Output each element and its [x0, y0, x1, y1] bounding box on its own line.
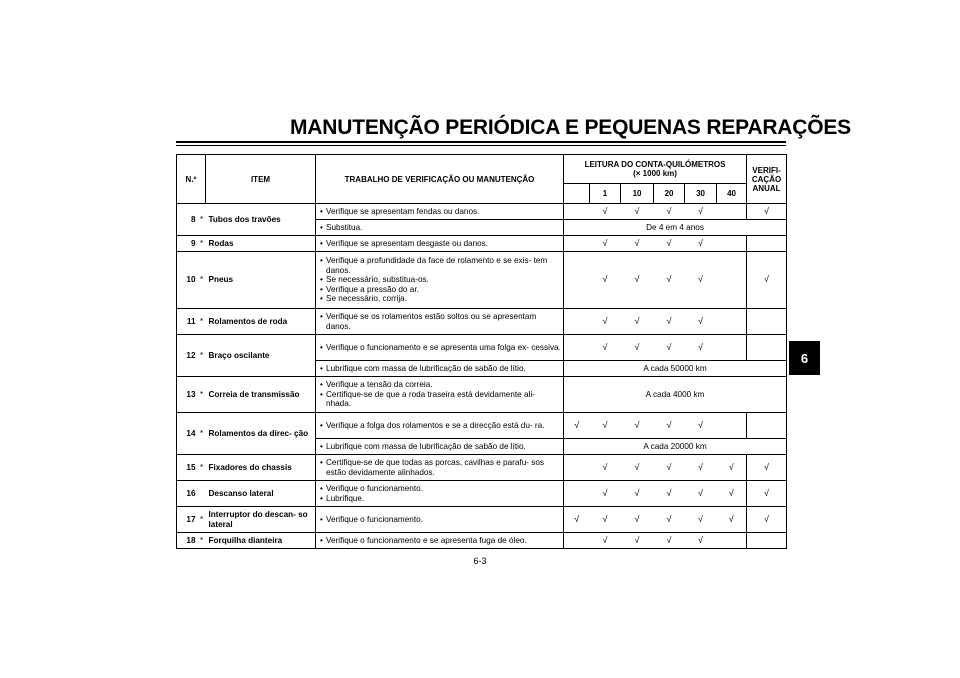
header-odo-col: 20	[654, 184, 685, 204]
item-name: Fixadores do chassis	[206, 455, 316, 481]
item-name: Descanso lateral	[206, 481, 316, 507]
item-star: *	[198, 204, 206, 236]
check-mark: √	[654, 236, 685, 252]
work-line: • Verifique se apresentam desgaste ou danos.	[318, 239, 561, 248]
work-description	[316, 335, 564, 361]
work-description	[316, 507, 564, 533]
header-annual-check	[747, 155, 787, 204]
item-star: *	[198, 533, 206, 549]
check-mark	[564, 252, 590, 309]
table-row	[177, 455, 787, 481]
item-number: 18	[177, 533, 198, 549]
item-name: Braço oscilante	[206, 335, 316, 377]
check-mark: √	[654, 533, 685, 549]
check-mark: √	[654, 481, 685, 507]
work-description	[316, 377, 564, 413]
work-description	[316, 204, 564, 220]
header-annual-line: ANUAL	[752, 183, 781, 193]
check-mark	[717, 252, 747, 309]
header-odometer	[564, 155, 747, 184]
table-row	[177, 309, 787, 335]
title-rule	[176, 145, 786, 146]
table-row	[177, 507, 787, 533]
header-odo-blank	[564, 184, 590, 204]
check-mark: √	[621, 252, 654, 309]
item-number: 9	[177, 236, 198, 252]
check-mark: √	[685, 309, 717, 335]
check-mark: √	[685, 236, 717, 252]
check-mark: √	[564, 507, 590, 533]
annual-mark	[747, 533, 787, 549]
header-odo-col: 1	[590, 184, 621, 204]
check-mark: √	[590, 507, 621, 533]
work-description	[316, 533, 564, 549]
item-name: Forquilha dianteira	[206, 533, 316, 549]
check-mark: √	[685, 455, 717, 481]
header-no: N.º	[177, 155, 206, 204]
work-description	[316, 236, 564, 252]
item-name: Interruptor do descan- so lateral	[206, 507, 316, 533]
header-odo-col: 40	[717, 184, 747, 204]
check-mark: √	[621, 309, 654, 335]
check-mark	[564, 309, 590, 335]
item-star: *	[198, 236, 206, 252]
check-mark: √	[654, 252, 685, 309]
item-number: 16	[177, 481, 198, 507]
check-mark: √	[685, 533, 717, 549]
check-mark: √	[621, 236, 654, 252]
annual-mark	[747, 335, 787, 361]
annual-mark: √	[747, 481, 787, 507]
check-mark	[717, 236, 747, 252]
check-mark: √	[590, 252, 621, 309]
check-mark: √	[717, 455, 747, 481]
check-mark	[564, 455, 590, 481]
check-mark: √	[621, 481, 654, 507]
page-title: MANUTENÇÃO PERIÓDICA E PEQUENAS REPARAÇÕES	[290, 116, 851, 139]
check-mark	[564, 481, 590, 507]
check-mark: √	[654, 309, 685, 335]
work-description	[316, 361, 564, 377]
check-mark: √	[590, 481, 621, 507]
check-mark: √	[717, 507, 747, 533]
annual-mark: √	[747, 507, 787, 533]
annual-mark: √	[747, 455, 787, 481]
work-line: • Lubrifique com massa de lubrificação de sabão de lítio.	[318, 364, 561, 373]
check-mark: √	[685, 252, 717, 309]
item-star: *	[198, 413, 206, 455]
item-name: Pneus	[206, 252, 316, 309]
item-number: 8	[177, 204, 198, 236]
header-odometer-unit: (× 1000 km)	[633, 169, 677, 178]
annual-mark	[747, 413, 787, 439]
work-line: • Verifique a folga dos rolamentos e se a direcção está du- ra.	[318, 421, 561, 430]
work-description	[316, 309, 564, 335]
item-star: *	[198, 252, 206, 309]
work-line: • Verifique o funcionamento e se apresenta fuga de óleo.	[318, 536, 561, 545]
work-line: • Verifique o funcionamento e se apresenta uma folga ex- cessiva.	[318, 343, 561, 352]
interval-text: A cada 50000 km	[564, 361, 787, 377]
work-line: • Substitua.	[318, 223, 561, 232]
header-annual-line: VERIFI-	[752, 165, 781, 175]
check-mark: √	[621, 533, 654, 549]
annual-mark: √	[747, 204, 787, 220]
check-mark	[717, 413, 747, 439]
item-star: *	[198, 335, 206, 377]
check-mark: √	[717, 481, 747, 507]
check-mark: √	[590, 413, 621, 439]
check-mark: √	[590, 335, 621, 361]
check-mark: √	[654, 204, 685, 220]
check-mark: √	[590, 455, 621, 481]
interval-text: A cada 20000 km	[564, 439, 787, 455]
table-row	[177, 252, 787, 309]
check-mark: √	[685, 413, 717, 439]
title-rule	[176, 141, 786, 143]
header-item: ITEM	[206, 155, 316, 204]
header-work: TRABALHO DE VERIFICAÇÃO OU MANUTENÇÃO	[316, 155, 564, 204]
item-number: 11	[177, 309, 198, 335]
work-line: • Verifique se apresentam fendas ou danos.	[318, 207, 561, 216]
check-mark: √	[590, 204, 621, 220]
header-odo-col: 30	[685, 184, 717, 204]
work-line: • Lubrifique.	[318, 494, 561, 503]
work-description	[316, 455, 564, 481]
table-row	[177, 533, 787, 549]
check-mark: √	[654, 507, 685, 533]
check-mark	[717, 204, 747, 220]
work-description	[316, 413, 564, 439]
table-row	[177, 204, 787, 220]
work-line: • Verifique o funcionamento.	[318, 484, 561, 493]
check-mark: √	[685, 481, 717, 507]
item-name: Tubos dos travões	[206, 204, 316, 236]
check-mark	[717, 533, 747, 549]
item-star: *	[198, 507, 206, 533]
check-mark: √	[654, 455, 685, 481]
annual-mark	[747, 309, 787, 335]
check-mark: √	[590, 533, 621, 549]
check-mark: √	[621, 455, 654, 481]
item-number: 12	[177, 335, 198, 377]
check-mark: √	[685, 204, 717, 220]
check-mark: √	[564, 413, 590, 439]
work-line: • Se necessário, corrija.	[318, 294, 561, 303]
header-annual-line: CAÇÃO	[751, 174, 782, 184]
item-name: Rodas	[206, 236, 316, 252]
header-odo-col: 10	[621, 184, 654, 204]
work-description	[316, 481, 564, 507]
item-number: 13	[177, 377, 198, 413]
interval-text: De 4 em 4 anos	[564, 220, 787, 236]
check-mark: √	[685, 507, 717, 533]
check-mark: √	[621, 507, 654, 533]
check-mark	[564, 236, 590, 252]
work-line: • Lubrifique com massa de lubrificação de sabão de lítio.	[318, 442, 561, 451]
check-mark: √	[621, 335, 654, 361]
item-number: 14	[177, 413, 198, 455]
work-line: • Verifique o funcionamento.	[318, 515, 561, 524]
check-mark	[717, 309, 747, 335]
item-star: *	[198, 455, 206, 481]
work-description	[316, 439, 564, 455]
check-mark	[564, 204, 590, 220]
work-line: • Verifique a tensão da correia.	[318, 380, 561, 389]
item-star: *	[198, 377, 206, 413]
check-mark: √	[590, 236, 621, 252]
page-number: 6-3	[473, 556, 487, 566]
table-row	[177, 377, 787, 413]
annual-mark: √	[747, 252, 787, 309]
item-number: 15	[177, 455, 198, 481]
check-mark	[564, 335, 590, 361]
work-line: • Certifique-se de que todas as porcas, cavilhas e parafu- sos estão devidamente alinhados.	[318, 458, 561, 477]
table-row	[177, 481, 787, 507]
item-star	[198, 481, 206, 507]
work-description	[316, 220, 564, 236]
table-row	[177, 335, 787, 361]
item-name: Correia de transmissão	[206, 377, 316, 413]
work-line: • Se necessário, substitua-os.	[318, 275, 561, 284]
work-line: • Verifique a pressão do ar.	[318, 285, 561, 294]
check-mark	[564, 533, 590, 549]
item-name: Rolamentos de roda	[206, 309, 316, 335]
maintenance-table	[176, 154, 787, 549]
item-star: *	[198, 309, 206, 335]
work-line: • Verifique se os rolamentos estão soltos ou se apresentam danos.	[318, 312, 561, 331]
check-mark	[717, 335, 747, 361]
item-number: 17	[177, 507, 198, 533]
work-description	[316, 252, 564, 309]
check-mark: √	[590, 309, 621, 335]
check-mark: √	[621, 413, 654, 439]
chapter-tab: 6	[789, 341, 820, 375]
check-mark: √	[654, 335, 685, 361]
work-line: • Certifique-se de que a roda traseira está devidamente ali- nhada.	[318, 390, 561, 409]
table-row	[177, 236, 787, 252]
interval-text: A cada 4000 km	[564, 377, 787, 413]
item-name: Rolamentos da direc- ção	[206, 413, 316, 455]
check-mark: √	[685, 335, 717, 361]
annual-mark	[747, 236, 787, 252]
check-mark: √	[654, 413, 685, 439]
header-odometer-label: LEITURA DO CONTA-QUILÓMETROS	[584, 160, 726, 169]
table-row	[177, 413, 787, 439]
check-mark: √	[621, 204, 654, 220]
work-line: • Verifique a profundidade da face de rolamento e se exis- tem danos.	[318, 256, 561, 275]
item-number: 10	[177, 252, 198, 309]
